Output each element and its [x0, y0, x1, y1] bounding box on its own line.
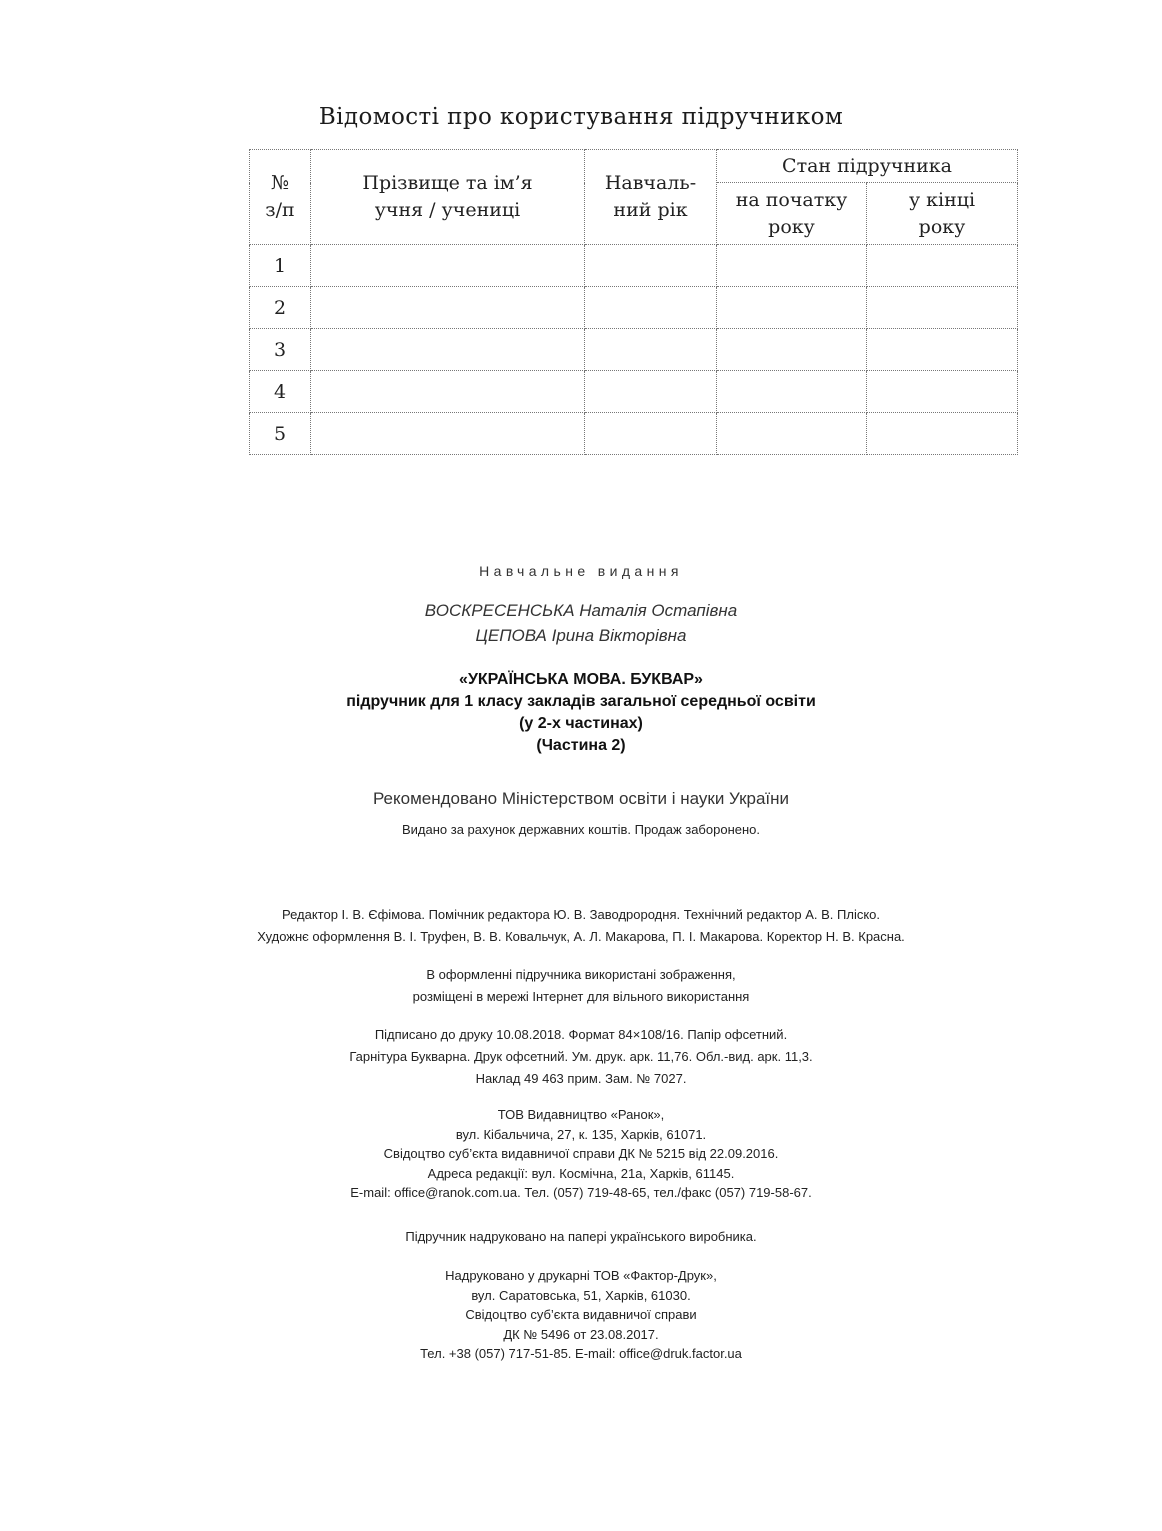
book-title: «УКРАЇНСЬКА МОВА. БУКВАР» — [459, 671, 703, 688]
year-cell — [585, 245, 717, 287]
header-state: Стан підручника — [717, 150, 1018, 183]
header-number: № з/п — [250, 150, 311, 245]
start-state-cell — [717, 371, 867, 413]
publisher-line: Свідоцтво суб’єкта видавничої справи ДК № 5215 від 22.09.2016. — [383, 1146, 779, 1161]
printing-house-info — [0, 1266, 1162, 1364]
header-end: у кінці року — [867, 183, 1018, 245]
year-cell — [585, 413, 717, 455]
row-number: 5 — [250, 413, 311, 455]
book-title-block — [0, 669, 1162, 757]
author: ЦЕПОВА Ірина Вікторівна — [475, 626, 687, 645]
end-state-cell — [867, 371, 1018, 413]
name-cell — [311, 371, 585, 413]
header-name: Прізвище та ім’я учня / учениці — [311, 150, 585, 245]
table-row — [250, 287, 1018, 329]
credits-line: Редактор І. В. Єфімова. Помічник редактора Ю. В. Заводрородня. Технічний редактор А. В. Пліско. — [281, 907, 881, 922]
year-cell — [585, 329, 717, 371]
print-data-line: Підписано до друку 10.08.2018. Формат 84×108/16. Папір офсетний. — [374, 1027, 788, 1042]
start-state-cell — [717, 413, 867, 455]
table-row — [250, 413, 1018, 455]
print-data — [0, 1024, 1162, 1090]
year-cell — [585, 287, 717, 329]
name-cell — [311, 287, 585, 329]
start-state-cell — [717, 245, 867, 287]
printing-line: Свідоцтво суб’єкта видавничої справи — [465, 1307, 697, 1322]
start-state-cell — [717, 329, 867, 371]
row-number: 1 — [250, 245, 311, 287]
year-cell — [585, 371, 717, 413]
images-note-line: В оформленні підручника використані зображення, — [426, 967, 736, 982]
end-state-cell — [867, 287, 1018, 329]
book-part: (Частина 2) — [536, 737, 626, 754]
header-start: на початку року — [717, 183, 867, 245]
publisher-line: ТОВ Видавництво «Ранок», — [497, 1107, 665, 1122]
publisher-info — [0, 1105, 1162, 1203]
credits-line: Художнє оформлення В. І. Труфен, В. В. Ковальчук, А. Л. Макарова, П. І. Макарова. Коректор Н. В. Красна. — [257, 929, 905, 944]
publisher-line: Адреса редакції: вул. Космічна, 21а, Харків, 61145. — [427, 1165, 735, 1181]
usage-table — [249, 149, 1018, 455]
name-cell — [311, 413, 585, 455]
printing-line: вул. Саратовська, 51, Харків, 61030. — [471, 1287, 691, 1303]
name-cell — [311, 245, 585, 287]
edition-type: Навчальне видання — [479, 563, 683, 579]
recommended-note: Рекомендовано Міністерством освіти і науки України — [372, 789, 790, 808]
printing-line: ДК № 5496 от 23.08.2017. — [503, 1326, 659, 1342]
end-state-cell — [867, 245, 1018, 287]
credits — [0, 904, 1162, 948]
images-note-line: розміщені в мережі Інтернет для вільного використання — [412, 989, 750, 1004]
row-number: 3 — [250, 329, 311, 371]
name-cell — [311, 329, 585, 371]
book-subtitle: підручник для 1 класу закладів загальної середньої освіти — [346, 693, 816, 710]
print-data-line: Наклад 49 463 прим. Зам. № 7027. — [475, 1071, 687, 1086]
authors — [0, 598, 1162, 648]
printing-line: Тел. +38 (057) 717-51-85. E-mail: office@druk.factor.ua — [420, 1346, 742, 1361]
publisher-line: E-mail: office@ranok.com.ua. Тел. (057) 719-48-65, тел./факс (057) 719-58-67. — [350, 1185, 812, 1200]
table-row — [250, 371, 1018, 413]
table-row — [250, 329, 1018, 371]
end-state-cell — [867, 329, 1018, 371]
book-parts: (у 2-х частинах) — [519, 715, 643, 732]
start-state-cell — [717, 287, 867, 329]
row-number: 4 — [250, 371, 311, 413]
paper-note: Підручник надруковано на папері українського виробника. — [405, 1229, 757, 1244]
publisher-line: вул. Кібальчича, 27, к. 135, Харків, 61071. — [455, 1126, 707, 1142]
page-title: Відомості про користування підручником — [318, 104, 844, 130]
author: ВОСКРЕСЕНСЬКА Наталія Остапівна — [424, 601, 738, 620]
row-number: 2 — [250, 287, 311, 329]
print-data-line: Гарнітура Букварна. Друк офсетний. Ум. друк. арк. 11,76. Обл.-вид. арк. 11,3. — [349, 1049, 813, 1064]
state-funded-note: Видано за рахунок державних коштів. Продаж заборонено. — [401, 822, 761, 837]
header-year: Навчаль- ний рік — [585, 150, 717, 245]
printing-line: Надруковано у друкарні ТОВ «Фактор-Друк», — [445, 1268, 717, 1283]
table-row — [250, 245, 1018, 287]
end-state-cell — [867, 413, 1018, 455]
images-note — [0, 964, 1162, 1008]
